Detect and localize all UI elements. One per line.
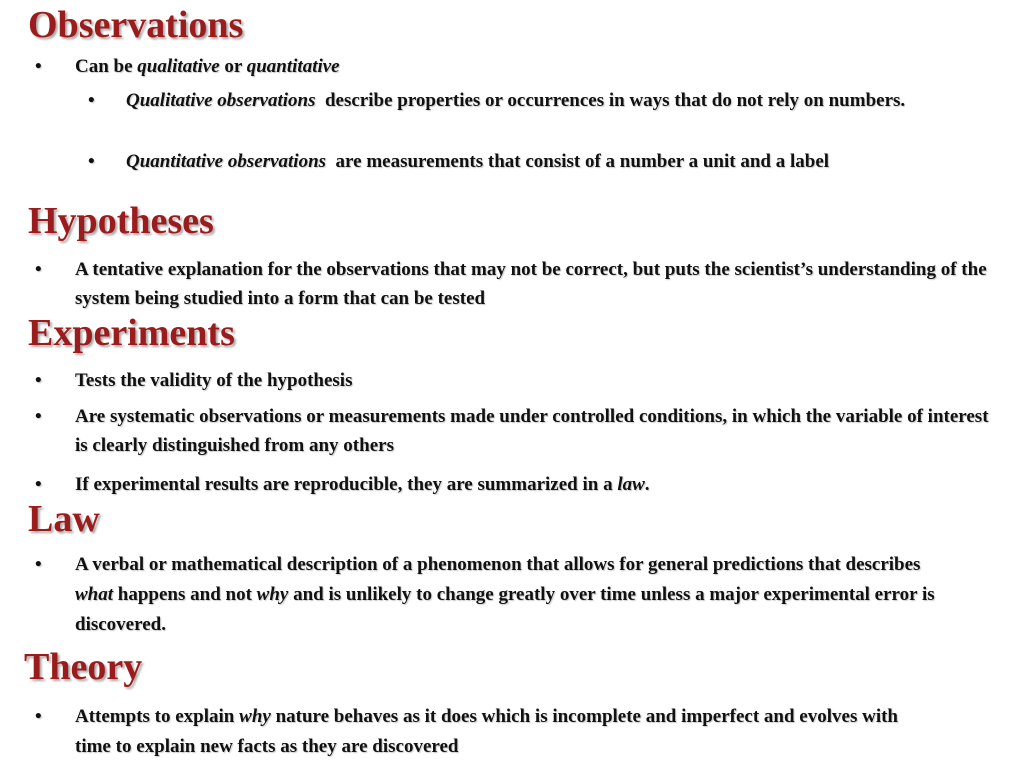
heading-experiments: Experiments [28,312,235,354]
bullet-observations-quantitative [88,147,1006,176]
bullet-marker: • [35,370,42,391]
bullet-observations-1 [35,52,995,81]
bullet-theory-1 [35,702,910,762]
bullet-marker: • [88,151,95,172]
bullet-text: Tests the validity of the hypothesis [75,370,353,391]
heading-observations: Observations [28,4,244,46]
bullet-experiments-3 [35,470,995,499]
bullet-hypotheses-1 [35,255,995,313]
bullet-text: A verbal or mathematical description of a phenomenon that allows for general predictions that describes what happens and not why and is unlikely to change greatly over time unless a major experimental error is discovered. [75,554,935,635]
heading-theory: Theory [24,646,143,688]
bullet-marker: • [35,474,42,495]
bullet-marker: • [88,90,95,111]
bullet-marker: • [35,259,42,280]
bullet-marker: • [35,56,42,77]
bullet-experiments-1 [35,366,995,395]
bullet-experiments-2 [35,402,995,460]
bullet-text: Attempts to explain why nature behaves as it does which is incomplete and imperfect and evolves with time to explain new facts as they are discovered [75,706,898,757]
bullet-law-1 [35,550,945,640]
bullet-observations-qualitative [88,86,1006,115]
bullet-text: Qualitative observations describe properties or occurrences in ways that do not rely on numbers. [126,90,906,111]
heading-hypotheses: Hypotheses [28,200,214,242]
bullet-text: Quantitative observations are measurements that consist of a number a unit and a label [126,151,830,172]
bullet-text: If experimental results are reproducible, they are summarized in a law. [75,474,650,495]
heading-law: Law [28,498,100,540]
bullet-marker: • [35,554,42,575]
bullet-text: A tentative explanation for the observations that may not be correct, but puts the scientist’s understanding of the system being studied into a form that can be tested [75,259,987,309]
bullet-text: Can be qualitative or quantitative [75,56,340,77]
bullet-text: Are systematic observations or measurements made under controlled conditions, in which the variable of interest is clearly distinguished from any others [75,406,989,456]
bullet-marker: • [35,406,42,427]
bullet-marker: • [35,706,42,727]
